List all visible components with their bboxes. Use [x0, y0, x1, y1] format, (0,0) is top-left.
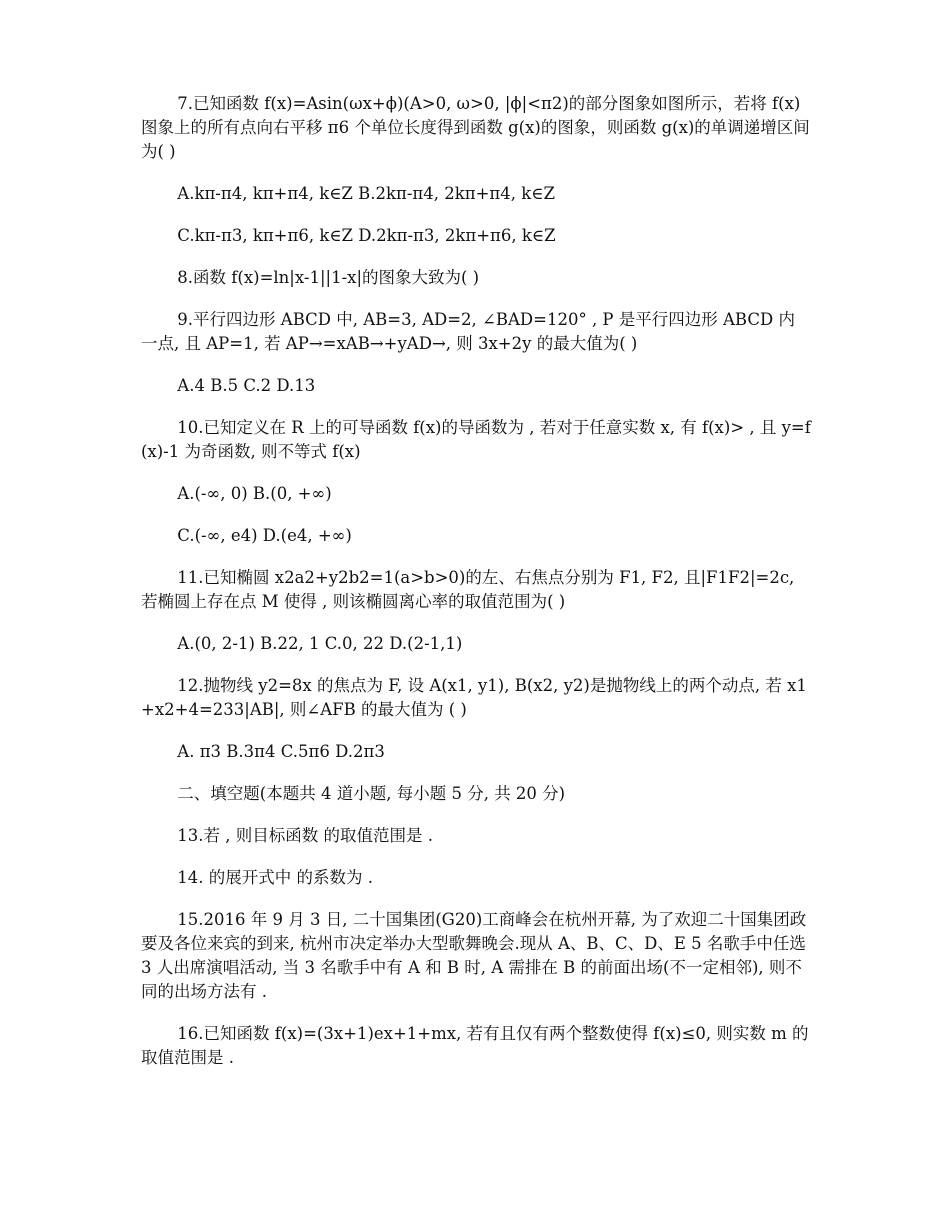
question-13: 13.若 , 则目标函数 的取值范围是 .	[177, 826, 434, 845]
question-15: 15.2016 年 9 月 3 日, 二十国集团(G20)工商峰会在杭州开幕, 为了欢迎二十国集团政要及各位来宾的到来, 杭州市决定举办大型歌舞晚会.现从 A、B、C、D、E 5 名歌手中任选 3 人出席演唱活动, 当 3 名歌手中有 A 和 B 时, A 需排在 B 的前面出场(不一定相邻), 则不同的出场方法有 .	[141, 910, 807, 1001]
question-12: 12.抛物线 y2=8x 的焦点为 F, 设 A(x1, y1), B(x2, y2)是抛物线上的两个动点, 若 x1+x2+4=233|AB|, 则∠AFB 的最大值为 ( )	[141, 676, 807, 719]
question-7-options-ab: A.kπ-π4, kπ+π4, k∈Z B.2kπ-π4, 2kπ+π4, k∈Z	[177, 184, 555, 203]
question-10-options-cd: C.(-∞, e4) D.(e4, +∞)	[177, 526, 352, 545]
question-14: 14. 的展开式中 的系数为 .	[177, 868, 374, 887]
question-11: 11.已知椭圆 x2a2+y2b2=1(a>b>0)的左、右焦点分别为 F1, F2, 且|F1F2|=2c, 若椭圆上存在点 M 使得 , 则该椭圆离心率的取值范围为( )	[141, 568, 795, 611]
question-16: 16.已知函数 f(x)=(3x+1)ex+1+mx, 若有且仅有两个整数使得 f(x)≤0, 则实数 m 的取值范围是 .	[141, 1024, 809, 1067]
question-10-options-ab: A.(-∞, 0) B.(0, +∞)	[177, 484, 332, 503]
question-9: 9.平行四边形 ABCD 中, AB=3, AD=2, ∠BAD=120° , P 是平行四边形 ABCD 内一点, 且 AP=1, 若 AP→=xAB→+yAD→, 则 3x+2y 的最大值为( )	[141, 310, 795, 353]
question-12-options: A. π3 B.3π4 C.5π6 D.2π3	[177, 742, 385, 761]
document-body	[141, 92, 811, 1088]
section-heading-fill-in: 二、填空题(本题共 4 道小题, 每小题 5 分, 共 20 分)	[177, 784, 566, 803]
question-11-options: A.(0, 2-1) B.22, 1 C.0, 22 D.(2-1,1)	[177, 634, 463, 653]
question-7-options-cd: C.kπ-π3, kπ+π6, k∈Z D.2kπ-π3, 2kπ+π6, k∈Z	[177, 226, 556, 245]
question-9-options: A.4 B.5 C.2 D.13	[177, 376, 316, 395]
question-8: 8.函数 f(x)=ln|x-1||1-x|的图象大致为( )	[177, 268, 480, 287]
question-10: 10.已知定义在 R 上的可导函数 f(x)的导函数为 , 若对于任意实数 x, 有 f(x)> , 且 y=f(x)-1 为奇函数, 则不等式 f(x)	[141, 418, 811, 461]
question-7: 7.已知函数 f(x)=Asin(ωx+ϕ)(A>0, ω>0, |ϕ|<π2)的部分图象如图所示，若将 f(x)图象上的所有点向右平移 π6 个单位长度得到函数 g(x)的图象，则函数 g(x)的单调递增区间为( )	[141, 94, 810, 161]
